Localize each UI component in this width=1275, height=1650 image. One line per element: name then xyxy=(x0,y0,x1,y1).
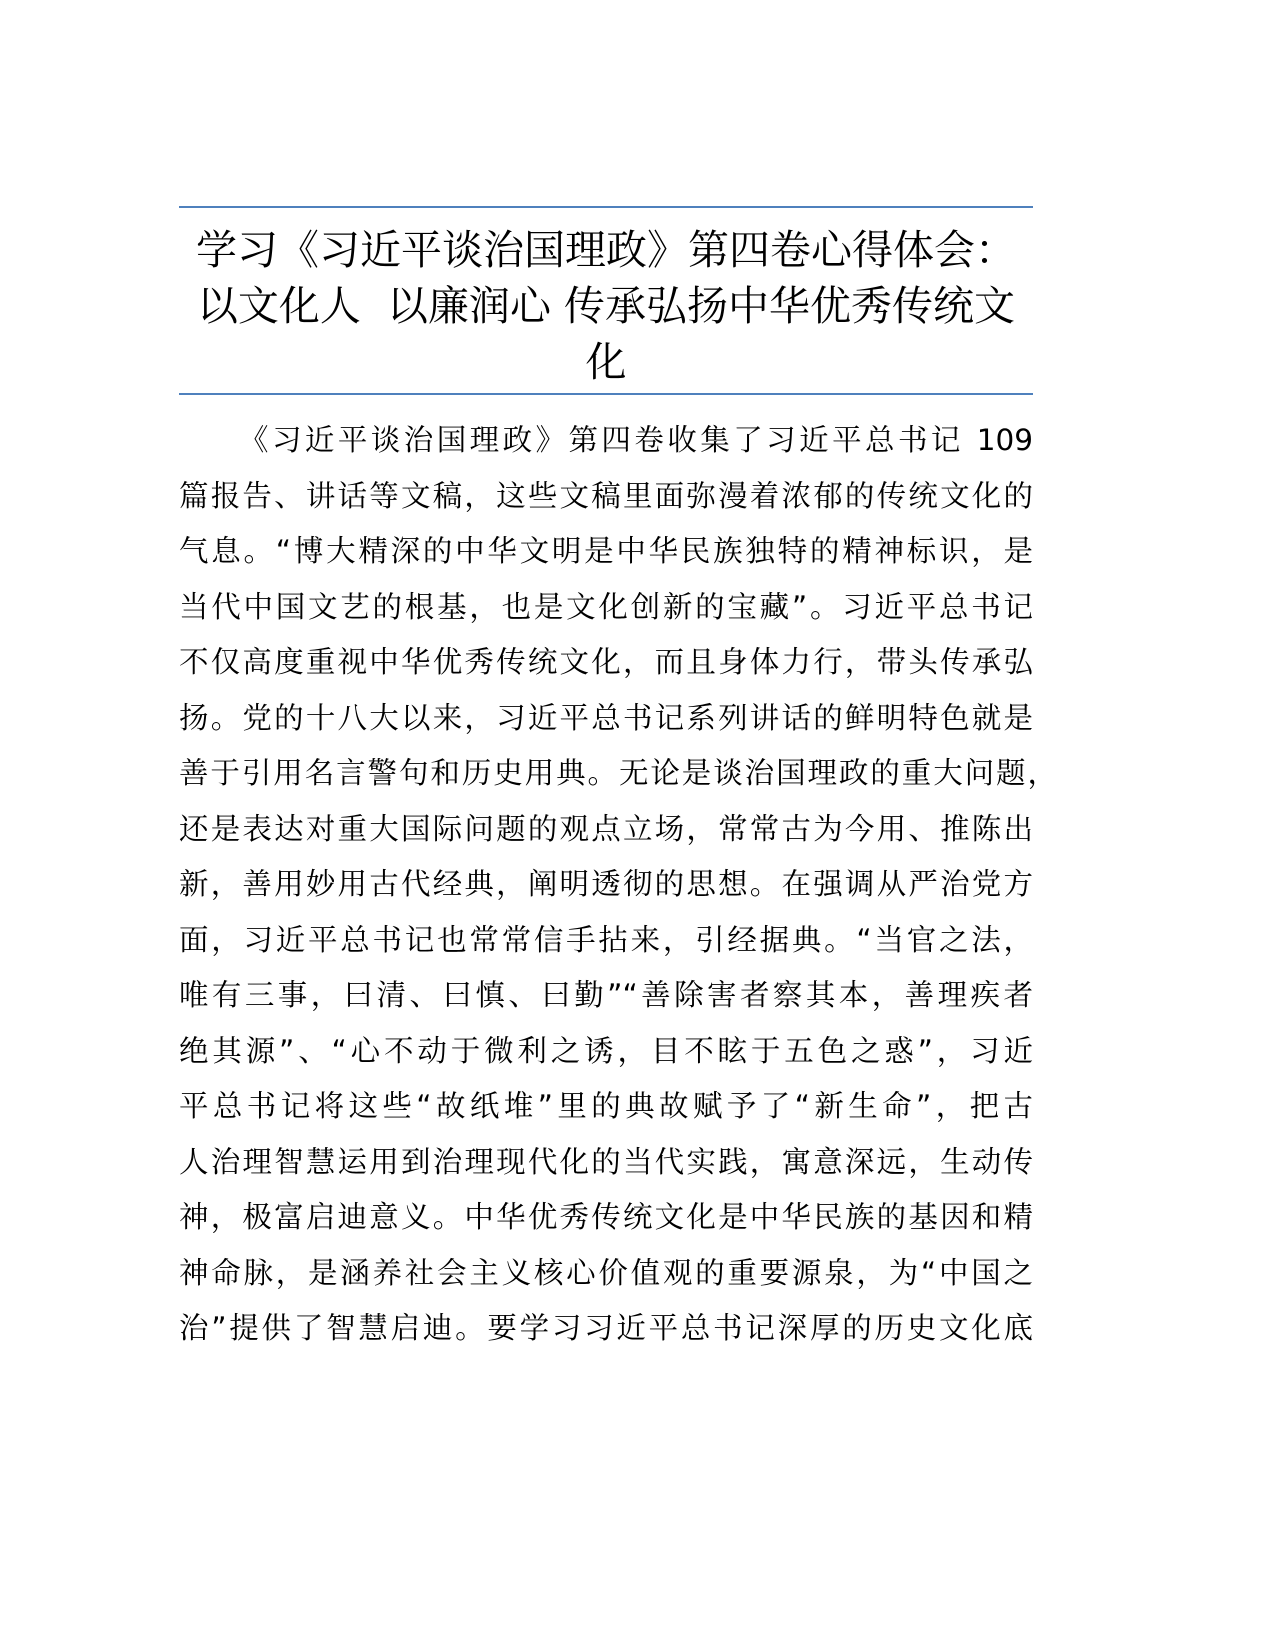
body-line: 还是表达对重大国际问题的观点立场，常常古为今用、推陈出 xyxy=(179,811,1033,846)
body-line: 扬。党的十八大以来，习近平总书记系列讲话的鲜明特色就是 xyxy=(179,700,1033,735)
body-line: 善于引用名言警句和历史用典。无论是谈治国理政的重大问题， xyxy=(179,756,1057,790)
body-line: 绝其源”、“心不动于微利之诱，目不眩于五色之惑”，习近 xyxy=(179,1033,1033,1068)
body-line: 人治理智慧运用到治理现代化的当代实践，寓意深远，生动传 xyxy=(179,1144,1033,1179)
body-line: 治”提供了智慧启迪。要学习习近平总书记深厚的历史文化底 xyxy=(179,1311,1033,1345)
body-line: 不仅高度重视中华优秀传统文化，而且身体力行，带头传承弘 xyxy=(179,645,1033,679)
title-line: 学习《习近平谈治国理政》第四卷心得体会： xyxy=(196,226,1016,274)
body-line: 新，善用妙用古代经典，阐明透彻的思想。在强调从严治党方 xyxy=(179,867,1033,901)
body-line: 篇报告、讲话等文稿，这些文稿里面弥漫着浓郁的传统文化的 xyxy=(179,478,1033,513)
body-line: 神，极富启迪意义。中华优秀传统文化是中华民族的基因和精 xyxy=(179,1200,1033,1234)
body-line: 神命脉，是涵养社会主义核心价值观的重要源泉，为“中国之 xyxy=(179,1255,1033,1290)
body-line: 气息。“博大精深的中华文明是中华民族独特的精神标识，是 xyxy=(179,534,1033,568)
title-line: 化 xyxy=(585,338,627,386)
title-line: 以文化人 以廉润心 传承弘扬中华优秀传统文 xyxy=(196,282,1016,330)
document-title xyxy=(179,222,1033,390)
body-line: 当代中国文艺的根基，也是文化创新的宝藏”。习近平总书记 xyxy=(179,589,1033,624)
body-paragraph xyxy=(179,413,1057,1357)
body-line: 唯有三事，曰清、曰慎、曰勤”“善除害者察其本，善理疾者 xyxy=(179,978,1033,1012)
body-line: 《习近平谈治国理政》第四卷收集了习近平总书记 109 xyxy=(239,423,1033,457)
title-top-rule xyxy=(179,206,1033,208)
body-line: 面，习近平总书记也常常信手拈来，引经据典。“当官之法， xyxy=(179,922,1033,957)
body-line: 平总书记将这些“故纸堆”里的典故赋予了“新生命”，把古 xyxy=(179,1089,1033,1123)
title-bottom-rule xyxy=(179,393,1033,395)
